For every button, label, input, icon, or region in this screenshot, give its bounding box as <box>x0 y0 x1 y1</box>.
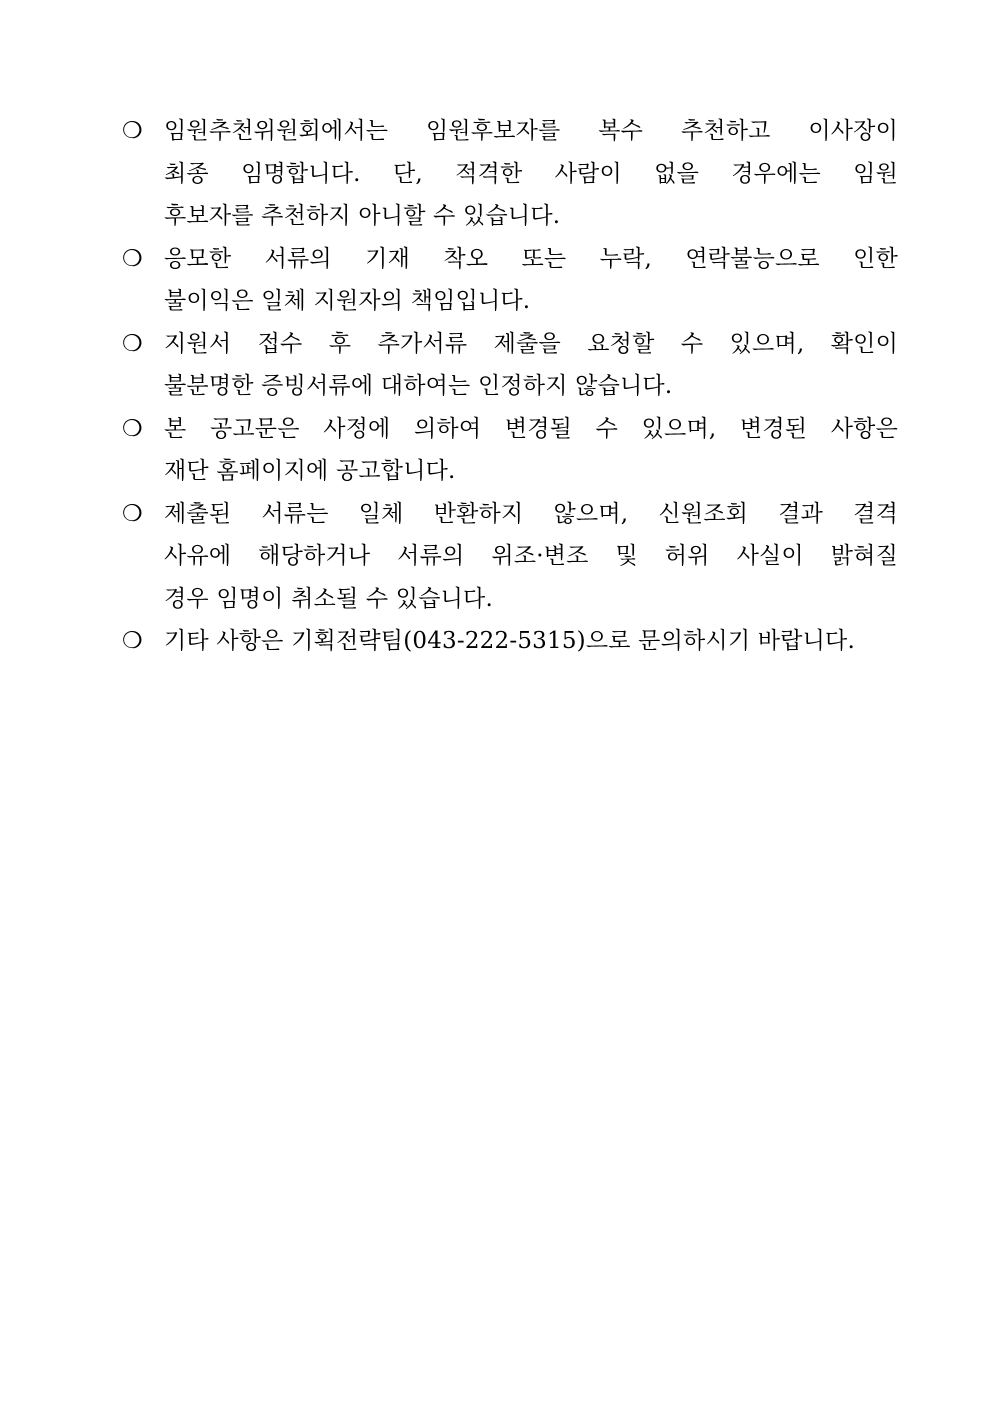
notice-text-line: 응모한 서류의 기재 착오 또는 누락, 연락불능으로 인한 <box>164 245 898 272</box>
notice-text-line: 기타 사항은 기획전략팀(043-222-5315)으로 문의하시기 바랍니다. <box>164 628 855 654</box>
circle-bullet-icon: ❍ <box>122 330 143 357</box>
notice-text-line: 본 공고문은 사정에 의하여 변경될 수 있으며, 변경된 사항은 <box>164 415 898 442</box>
notice-list <box>122 110 898 663</box>
notice-text-line: 임원추천위원회에서는 임원후보자를 복수 추천하고 이사장이 <box>164 118 898 144</box>
notice-item <box>122 238 898 323</box>
notice-text-line: 불이익은 일체 지원자의 책임입니다. <box>164 288 531 314</box>
circle-bullet-icon: ❍ <box>122 628 143 654</box>
notice-text-line: 재단 홈페이지에 공고합니다. <box>164 458 456 484</box>
notice-item <box>122 493 898 621</box>
circle-bullet-icon: ❍ <box>122 245 143 272</box>
circle-bullet-icon: ❍ <box>122 415 143 442</box>
notice-text-line: 지원서 접수 후 추가서류 제출을 요청할 수 있으며, 확인이 <box>164 330 898 357</box>
notice-item <box>122 323 898 408</box>
notice-text-line: 최종 임명합니다. 단, 적격한 사람이 없을 경우에는 임원 <box>164 160 898 187</box>
notice-item <box>122 110 898 238</box>
notice-text-line: 후보자를 추천하지 아니할 수 있습니다. <box>164 203 561 229</box>
circle-bullet-icon: ❍ <box>122 118 143 144</box>
circle-bullet-icon: ❍ <box>122 500 143 527</box>
notice-text-line: 제출된 서류는 일체 반환하지 않으며, 신원조회 결과 결격 <box>164 500 898 527</box>
notice-text-line: 경우 임명이 취소될 수 있습니다. <box>164 585 493 612</box>
notice-text-line: 불분명한 증빙서류에 대하여는 인정하지 않습니다. <box>164 373 673 399</box>
notice-item <box>122 408 898 493</box>
notice-text-line: 사유에 해당하거나 서류의 위조·변조 및 허위 사실이 밝혀질 <box>164 543 898 569</box>
notice-item <box>122 620 898 663</box>
